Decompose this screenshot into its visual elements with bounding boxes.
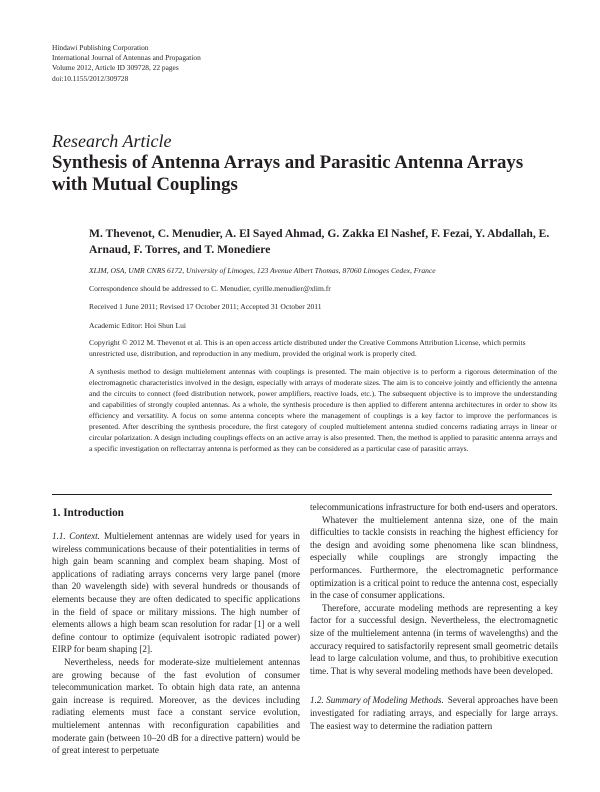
author-list: M. Thevenot, C. Menudier, A. El Sayed Ahmad, G. Zakka El Nashef, F. Fezai, Y. Abdallah, E. Arnaud, F. Torres, and T. Monediere — [89, 227, 550, 256]
paragraph-continuation: telecommunications infrastructure for both end-users and operators. — [310, 502, 558, 512]
subsection-heading-modeling: 1.2. Summary of Modeling Methods. — [310, 695, 444, 706]
doi: doi:10.1155/2012/309728 — [52, 73, 129, 83]
abstract: A synthesis method to design multielement antennas with couplings is presented. The main objective is to perform a rigorous determination of the electromagnetic characteristics involved in the design, especially with arrays of moderate sizes. The aim is to conceive jointly and efficiently the antenna and the circuits to connect (feed distribution network, power amplifiers, reactive loads, etc.). The subsequent objective is to improve the understanding and capabilities of strongly coupled antennas. As a whole, the synthesis procedure is then applied to different antenna architectures in order to show its efficiency and versatility. A focus on some antenna concepts where the management of couplings is a key factor to improve the performances is presented. After describing the synthesis procedure, the first category of coupled multielement antenna studied concerns radiating arrays in linear or circular polarization. A design including couplings effects on an active array is also presented. Then, the method is applied to parasitic antenna arrays and a specific investigation on reflectarray antenna is performed as they can be considered as a particular case of parasitic arrays. — [89, 367, 557, 453]
paragraph-moderate-size: Nevertheless, needs for moderate-size multielement antennas are growing because of the fast evolution of consumer telecommunication market. To obtain high data rate, an antenna gain increase is required. Moreover, as the devices including radiating elements must face a constant service evolution, multielement antennas with reconfiguration capabilities and moderate gain (between 10–20 dB for a directive pattern) would be of great interest to perpetuate — [52, 656, 300, 756]
paragraph-modeling: Therefore, accurate modeling methods are representing a key factor for a successful design. Nevertheless, the electromagnetic size of the multielement antenna (in terms of wavelengths) and the accuracy required to satisfactorily represent small geometric details lead to large calculation volume, and thus, to prohibitive execution time. That is why several modeling methods have been developed. — [310, 602, 558, 676]
academic-editor: Academic Editor: Hoi Shun Lui — [89, 321, 187, 330]
paragraph-context — [52, 530, 300, 656]
left-column — [52, 506, 300, 757]
publisher: Hindawi Publishing Corporation — [52, 43, 149, 52]
publication-dates: Received 1 June 2011; Revised 17 October 2011; Accepted 31 October 2011 — [89, 302, 322, 311]
subsection-heading-context: 1.1. Context. — [52, 531, 100, 541]
paragraph-difficulties: Whatever the multielement antenna size, one of the main difficulties to tackle consists in reaching the highest efficiency for the design and avoiding some phenomena like scan blindness, especially while couplings are strongly impacting the performances. Furthermore, the electromagnetic performance optimization is a critical point to reduce the antenna cost, especially in the case of consumer applications. — [310, 514, 558, 601]
journal-name: International Journal of Antennas and Propagation — [52, 53, 201, 63]
paper-title: Synthesis of Antenna Arrays and Parasitic Antenna Arrays with Mutual Couplings — [52, 152, 524, 195]
volume-info: Volume 2012, Article ID 309728, 22 pages — [52, 63, 179, 73]
paragraph-text: Multielement antennas are widely used for years in wireless communications because of their potentialities in terms of high gain beam scanning and complex beam shaping. Most of applications of radiating arrays concerns very large panel (more than 20 wavelength side) with several hundreds or thousands of elements because they are often dedicated to specific applications in the field of space or military missions. The high number of elements allows a high beam scan resolution for radar [1] or a well define contour to optimize (equivalent isotropic radiated power) EIRP for beam shaping [2]. — [52, 531, 300, 655]
paragraph-summary-methods — [310, 694, 558, 732]
copyright-notice: Copyright © 2012 M. Thevenot et al. This is an open access article distributed under the Creative Commons Attribution License, which permits unrestricted use, distribution, and reproduction in any medium, provided the original work is properly cited. — [89, 338, 526, 358]
article-type: Research Article — [52, 131, 172, 151]
journal-header — [52, 43, 201, 84]
affiliation: XLIM, OSA, UMR CNRS 6172, University of Limoges, 123 Avenue Albert Thomas, 87060 Limoges Cedex, France — [89, 266, 436, 275]
correspondence: Correspondence should be addressed to C. Menudier, cyrille.menudier@xlim.fr — [89, 284, 331, 293]
section-divider — [52, 494, 552, 495]
section-heading-introduction: 1. Introduction — [52, 507, 124, 519]
right-column — [310, 501, 558, 732]
paragraph-text: Several approaches have been investigated for radiating arrays, and especially for large arrays. The easiest way to determine the radiation pattern — [310, 695, 558, 731]
